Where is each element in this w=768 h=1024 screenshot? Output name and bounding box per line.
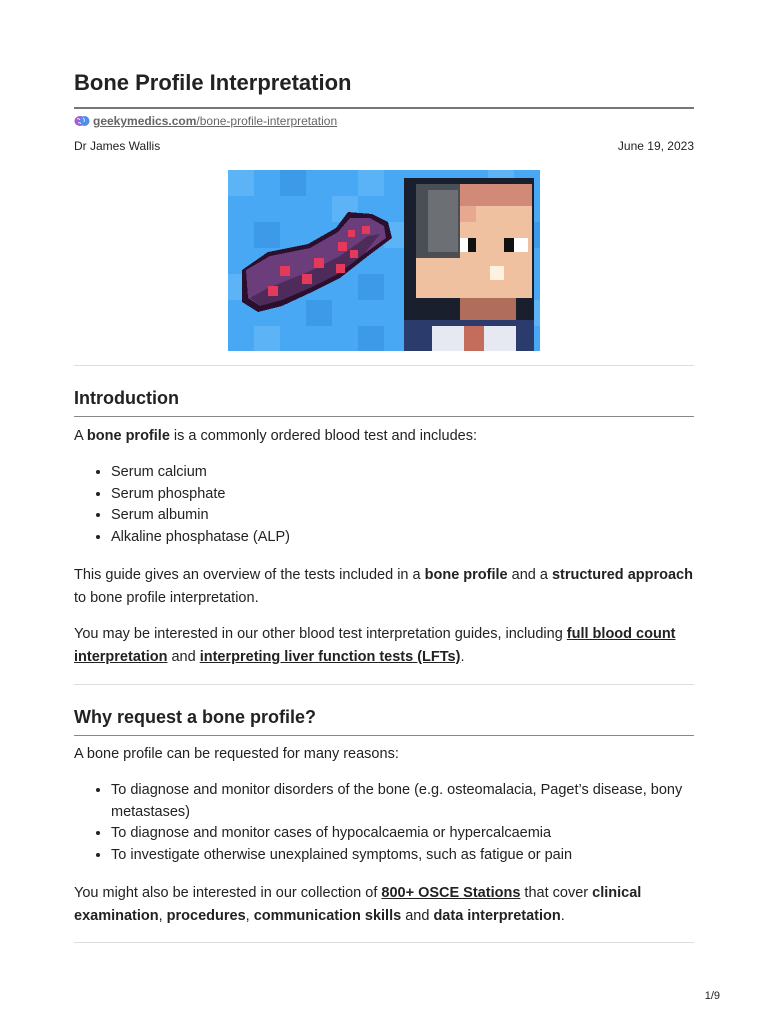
text: This guide gives an overview of the tests included in a [74, 567, 425, 583]
title-divider [74, 107, 694, 109]
intro-paragraph-2 [74, 564, 694, 610]
text: to bone profile interpretation. [74, 590, 259, 606]
list-item: • Serum phosphate [111, 484, 711, 506]
text: A [74, 428, 87, 444]
why-list [74, 780, 711, 866]
intro-paragraph-3 [74, 623, 694, 669]
text: and [401, 908, 434, 924]
intro-paragraph-1 [74, 425, 694, 448]
text: You may be interested in our other blood test interpretation guides, including [74, 626, 567, 642]
section-divider [74, 365, 694, 366]
list-item: • Alkaline phosphatase (ALP) [111, 527, 711, 549]
section-divider [74, 942, 694, 943]
text: that cover [520, 885, 593, 901]
list-item: • To investigate otherwise unexplained symptoms, such as fatigue or pain [111, 845, 711, 867]
why-heading: Why request a bone profile? [74, 707, 317, 727]
why-heading-rule [74, 735, 694, 736]
page-number: 1/9 [704, 990, 720, 1002]
text: , [245, 908, 254, 924]
liver-function-tests-link[interactable]: interpreting liver function tests (LFTs) [199, 649, 461, 665]
list-item: • Serum calcium [111, 462, 711, 484]
intro-heading-rule [74, 416, 694, 417]
hero-image [228, 170, 540, 351]
text: is a commonly ordered blood test and includes: [169, 428, 477, 444]
section-divider [74, 684, 694, 685]
text: and [167, 649, 200, 665]
author-name: Dr James Wallis [74, 139, 161, 153]
bold-text: data interpretation [433, 908, 561, 924]
bold-text: procedures [166, 908, 246, 924]
source-domain: geekymedics.com [93, 114, 197, 128]
intro-heading: Introduction [74, 388, 179, 408]
brain-icon [74, 114, 90, 128]
bold-text: communication skills [253, 908, 402, 924]
bold-text: bone profile [86, 428, 170, 444]
text: You might also be interested in our collection of [74, 885, 382, 901]
why-paragraph-2 [74, 882, 694, 928]
source-link [74, 114, 337, 128]
source-url[interactable] [93, 114, 337, 128]
text: . [560, 908, 565, 924]
bold-text: structured approach [551, 567, 693, 583]
text: and a [507, 567, 552, 583]
list-item: • To diagnose and monitor cases of hypocalcaemia or hypercalcaemia [111, 823, 711, 845]
publish-date: June 19, 2023 [617, 139, 694, 153]
intro-list [74, 462, 711, 548]
osce-stations-link[interactable]: 800+ OSCE Stations [381, 885, 521, 901]
why-paragraph-1: A bone profile can be requested for many reasons: [74, 746, 399, 762]
full-blood-count-link[interactable]: full blood count interpretation [74, 626, 676, 665]
bold-text: clinical examination [74, 885, 642, 924]
page-title: Bone Profile Interpretation [74, 70, 352, 95]
text: . [460, 649, 465, 665]
bold-text: bone profile [424, 567, 508, 583]
text: , [158, 908, 167, 924]
source-path: /bone-profile-interpretation [196, 114, 338, 128]
list-item: • To diagnose and monitor disorders of the bone (e.g. osteomalacia, Paget’s disease, bony metastases) [111, 780, 711, 823]
list-item: • Serum albumin [111, 505, 711, 527]
